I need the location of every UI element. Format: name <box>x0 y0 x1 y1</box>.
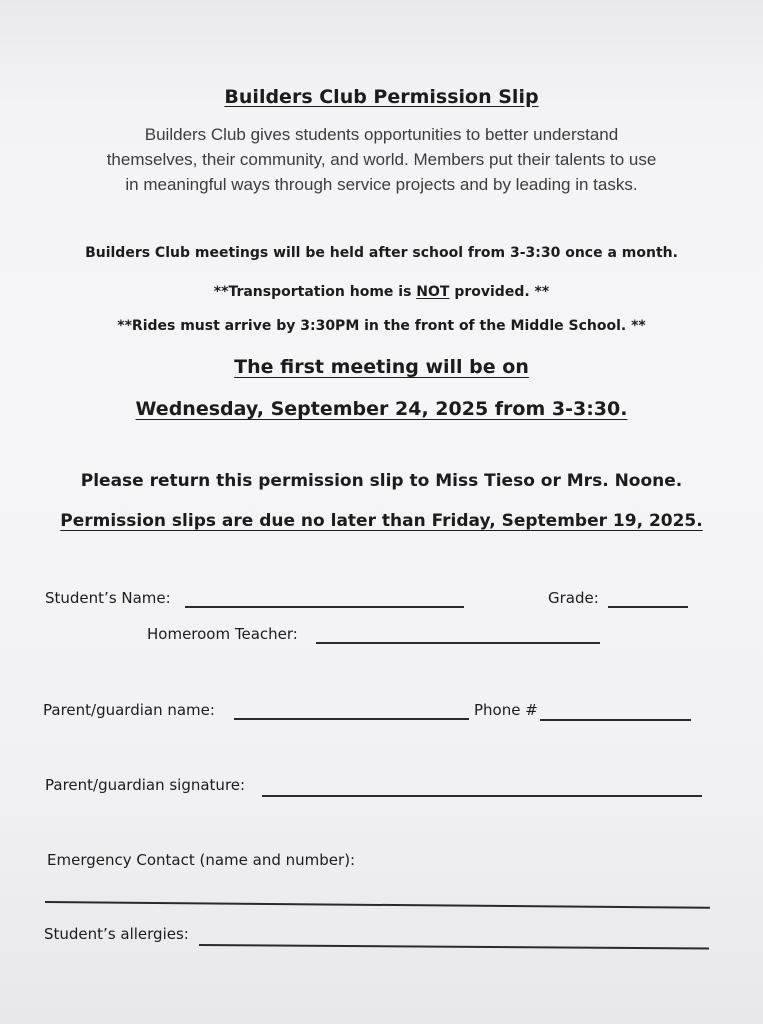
transportation-notice <box>0 284 763 300</box>
student-name-field[interactable] <box>185 606 464 608</box>
rides-notice: **Rides must arrive by 3:30PM in the front of the Middle School. ** <box>117 318 646 334</box>
emergency-contact-field[interactable] <box>45 901 710 908</box>
return-instructions: Please return this permission slip to Miss Tieso or Mrs. Noone. <box>80 471 683 491</box>
grade-field[interactable] <box>608 606 688 608</box>
intro-line-1: Builders Club gives students opportunities to better understand <box>144 125 619 144</box>
homeroom-teacher-label: Homeroom Teacher: <box>147 625 298 643</box>
allergies-field[interactable] <box>199 944 709 949</box>
homeroom-teacher-field[interactable] <box>316 642 600 644</box>
first-meeting-heading: The first meeting will be on <box>234 356 529 378</box>
phone-field[interactable] <box>540 719 691 721</box>
transportation-not: NOT <box>416 284 450 300</box>
meetings-info: Builders Club meetings will be held after school from 3-3:30 once a month. <box>85 245 678 261</box>
intro-line-3: in meaningful ways through service projects and by leading in tasks. <box>125 175 638 194</box>
parent-name-field[interactable] <box>234 718 469 720</box>
intro-line-2: themselves, their community, and world. Members put their talents to use <box>106 150 657 169</box>
emergency-contact-label: Emergency Contact (name and number): <box>47 851 356 869</box>
grade-label: Grade: <box>548 589 599 607</box>
first-meeting-date: Wednesday, September 24, 2025 from 3-3:30. <box>135 398 628 420</box>
parent-signature-field[interactable] <box>262 795 702 797</box>
student-name-label: Student’s Name: <box>45 589 171 607</box>
due-date-notice: Permission slips are due no later than Friday, September 19, 2025. <box>60 511 703 531</box>
parent-name-label: Parent/guardian name: <box>43 701 215 719</box>
transportation-suffix: provided. ** <box>449 284 550 300</box>
transportation-prefix: **Transportation home is <box>213 284 417 300</box>
page-title: Builders Club Permission Slip <box>224 86 539 108</box>
allergies-label: Student’s allergies: <box>44 925 189 943</box>
phone-label: Phone # <box>474 701 538 719</box>
parent-signature-label: Parent/guardian signature: <box>45 776 246 794</box>
